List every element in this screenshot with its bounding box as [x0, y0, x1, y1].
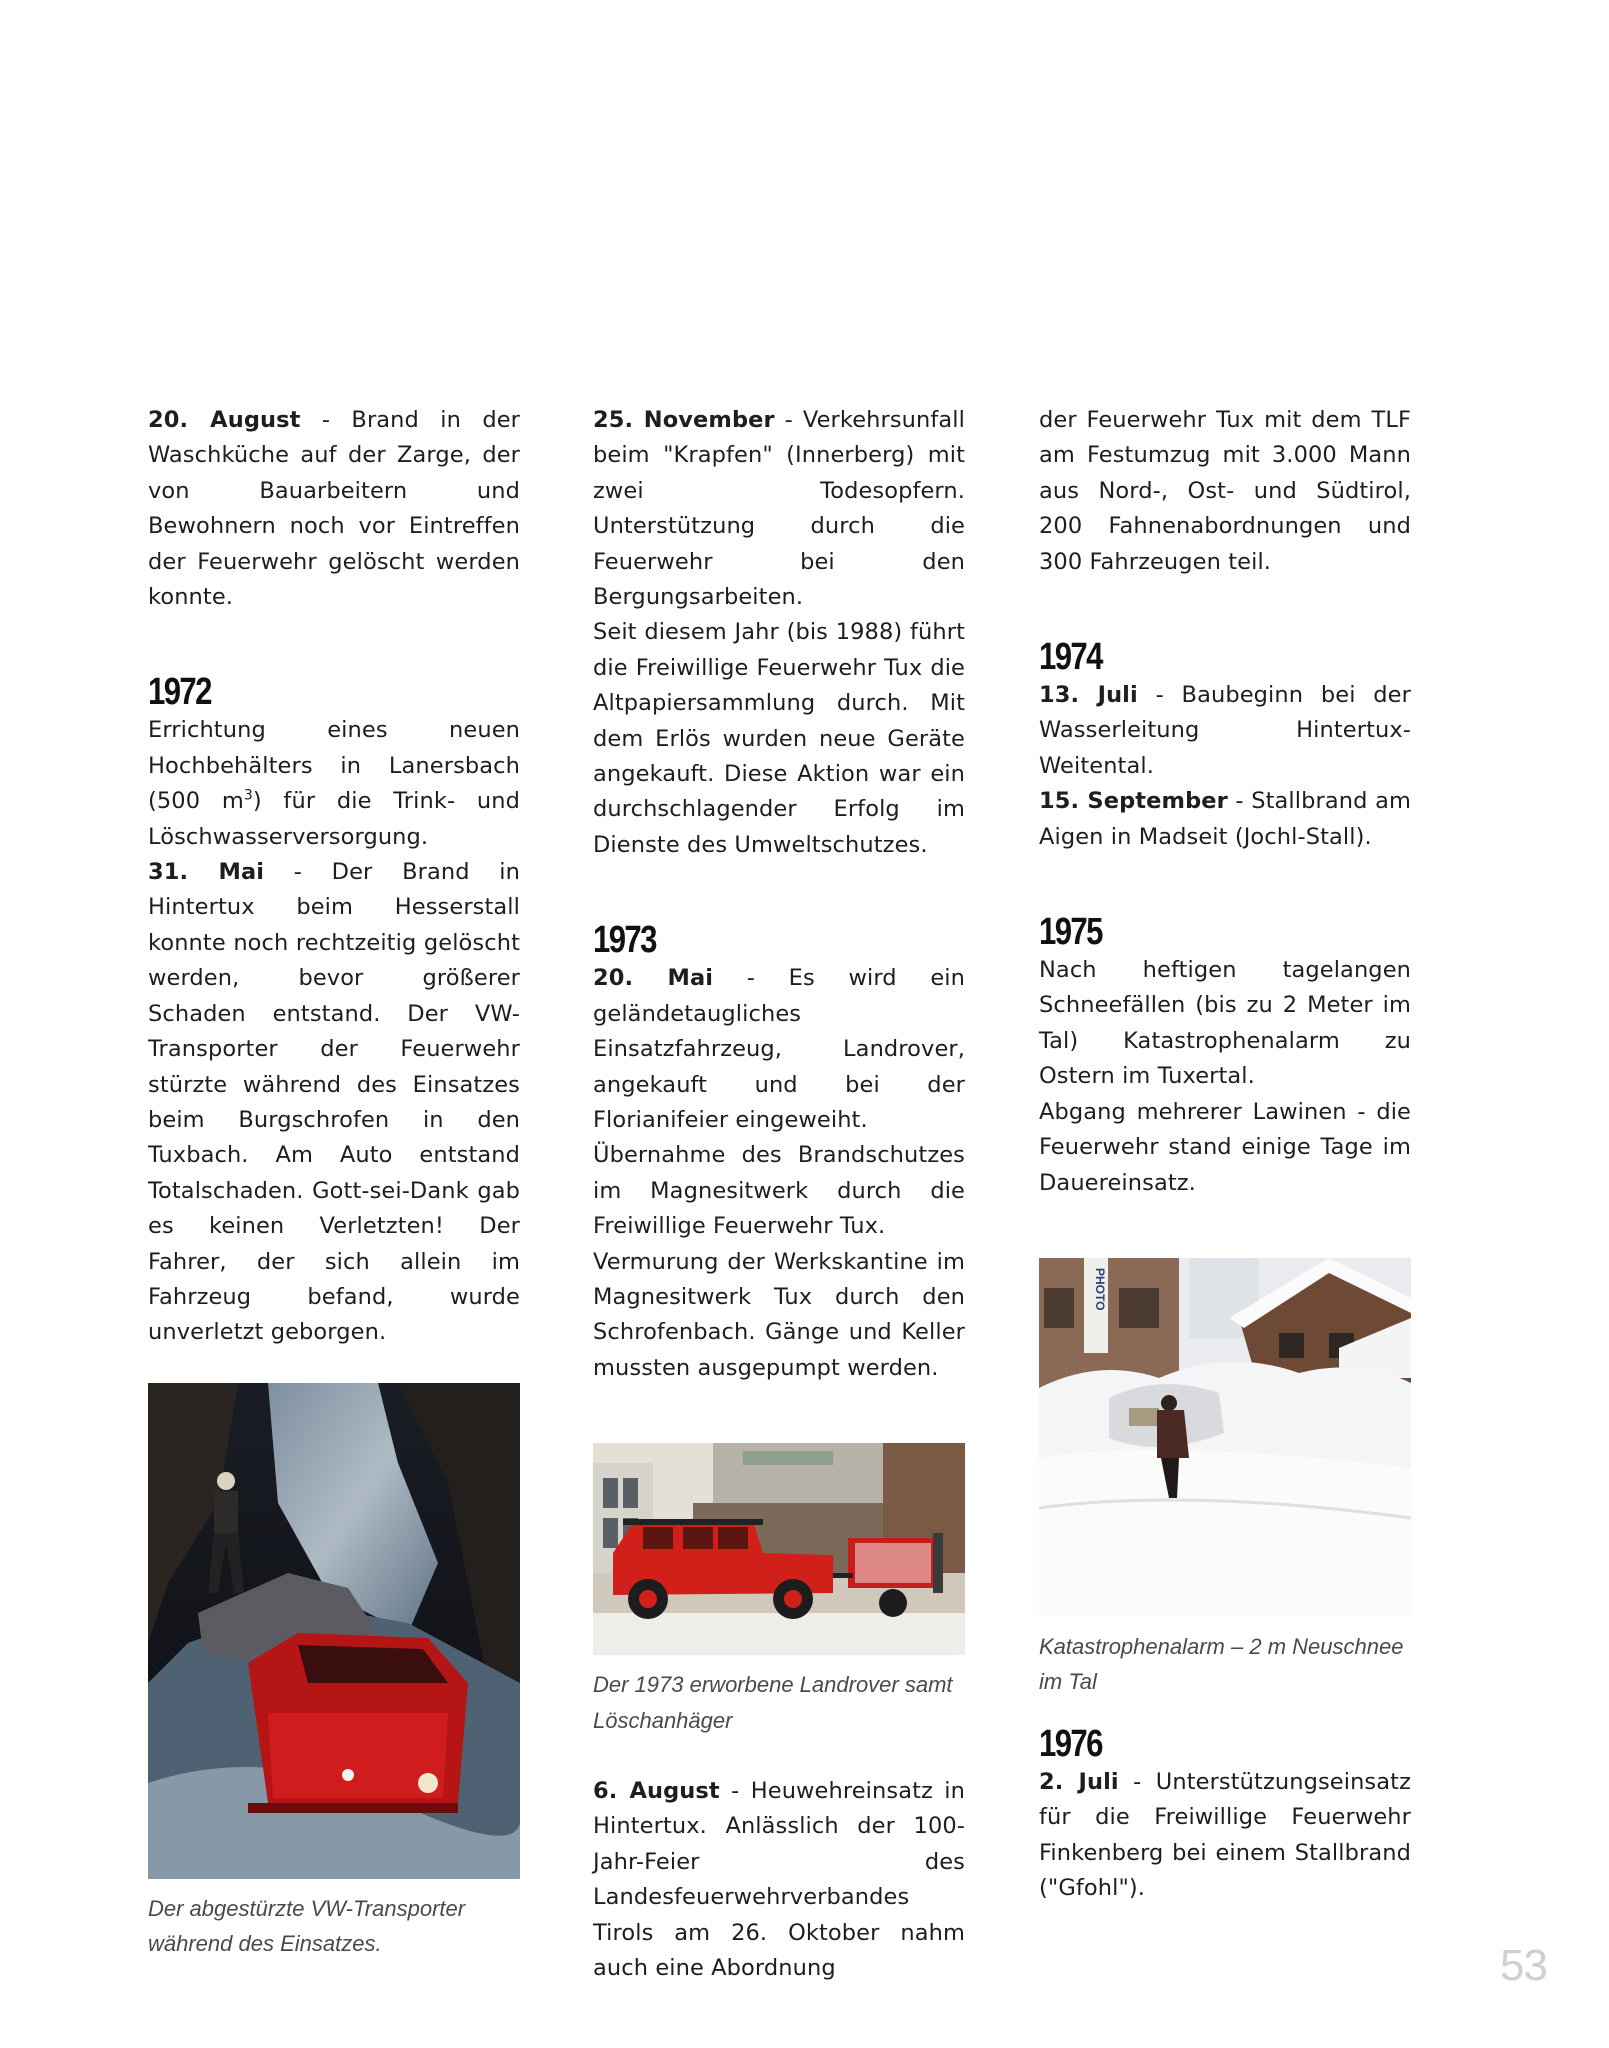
- entry-date: 25. November: [593, 407, 775, 433]
- year-heading-1972: 1972: [148, 671, 211, 714]
- entry-hochbehaelter: [148, 713, 520, 855]
- photo-vw-transporter: [148, 1383, 520, 1879]
- entry-vermurung: Vermurung der Werkskantine im Magnesitwerk Tux durch den Schrofenbach. Gänge und Keller mussten ausgepumpt werden.: [593, 1248, 965, 1381]
- entry-date: 15. September: [1039, 788, 1228, 815]
- vw-transporter-image: [148, 1383, 520, 1879]
- entry-text: - Verkehrsunfall beim "Krapfen" (Innerberg) mit zwei Todesopfern. Unterstützung durch die Feuerwehr bei den Bergungsarbeiten.: [593, 407, 966, 611]
- shop-sign-text: PHOTO: [1093, 1267, 1107, 1311]
- snow-image: [1039, 1258, 1411, 1617]
- entry-lawinen: Abgang mehrerer Lawinen - die Feuerwehr stand einige Tage im Dauereinsatz.: [1039, 1098, 1411, 1196]
- entry-text: - Heuwehreinsatz in Hintertux. Anlässlich der 100-Jahr-Feier des Landesfeuerwehrverbandes Tirols am 26. Oktober nahm auch eine Abordnung: [593, 1777, 965, 1981]
- entry-text: - Stallbrand am Aigen in Madseit (Jochl-Stall).: [1039, 788, 1411, 850]
- entry-text: - Unterstützungseinsatz für die Freiwillige Feuerwehr Finkenberg bei einem Stallbrand ("Gfohl").: [1039, 1768, 1411, 1901]
- entry-festumzug: der Feuerwehr Tux mit dem TLF am Festumzug mit 3.000 Mann aus Nord-, Ost- und Südtirol, 200 Fahnenabordnungen und 300 Fahrzeugen teil.: [1039, 407, 1411, 575]
- column-3: [1039, 403, 1411, 1906]
- entry-date: 31. Mai: [148, 859, 265, 886]
- entry-25-november: [593, 403, 965, 615]
- entry-schneefaelle: Nach heftigen tagelangen Schneefällen (bis zu 2 Meter im Tal) Katastrophenalarm zu Ostern im Tuxertal.: [1039, 957, 1411, 1090]
- caption-vw-transporter: Der abgestürzte VW-Transporter während des Einsatzes.: [148, 1895, 466, 1957]
- superscript: 3: [243, 787, 253, 804]
- entry-20-august: [148, 403, 520, 615]
- year-heading-1975: 1975: [1039, 911, 1102, 954]
- entry-15-september: [1039, 784, 1411, 855]
- photo-landrover: [593, 1443, 965, 1655]
- entry-date: 13. Juli: [1039, 682, 1138, 709]
- column-2: [593, 403, 965, 1986]
- entry-2-juli: [1039, 1765, 1411, 1907]
- column-1: [148, 403, 520, 1962]
- photo-katastrophenalarm: [1039, 1258, 1411, 1617]
- year-heading-1976: 1976: [1039, 1722, 1102, 1765]
- entry-31-mai: [148, 855, 520, 1351]
- page-number: 53: [1500, 1941, 1547, 1990]
- year-heading-1973: 1973: [593, 919, 656, 962]
- caption-landrover: Der 1973 erworbene Landrover samt Löschanhäger: [593, 1672, 953, 1733]
- year-heading-1974: 1974: [1039, 636, 1102, 679]
- entry-13-juli: [1039, 678, 1411, 784]
- entry-text: - Der Brand in Hintertux beim Hesserstall konnte noch rechtzeitig gelöscht werden, bevor größerer Schaden entstand. Der VW-Transporter der Feuerwehr stürzte während des Einsatzes beim Burgschrofen in den Tuxbach. Am Auto entstand Totalschaden. Gott-sei-Dank gab es keinen Verletzten! Der Fahrer, der sich allein im Fahrzeug befand, wurde unverletzt geborgen.: [148, 859, 520, 1346]
- entry-brandschutz: Übernahme des Brandschutzes im Magnesitwerk durch die Freiwillige Feuerwehr Tux.: [593, 1142, 965, 1240]
- entry-text: - Brand in der Waschküche auf der Zarge, der von Bauarbeitern und Bewohnern noch vor Eintreffen der Feuerwehr gelöscht werden konnte.: [148, 407, 520, 611]
- caption-katastrophenalarm: Katastrophenalarm – 2 m Neuschnee im Tal: [1039, 1633, 1404, 1695]
- landrover-image: [593, 1443, 965, 1655]
- entry-text: ) für die Trink- und Löschwasserversorgung.: [148, 788, 520, 850]
- entry-text: - Es wird ein geländetaugliches Einsatzfahrzeug, Landrover, angekauft und bei der Florianifeier eingeweiht.: [593, 965, 965, 1133]
- entry-altpapier: Seit diesem Jahr (bis 1988) führt die Freiwillige Feuerwehr Tux die Altpapiersammlung durch. Mit dem Erlös wurden neue Geräte angekauft. Diese Aktion war ein durchschlagender Erfolg im Dienste des Umweltschutzes.: [593, 619, 965, 858]
- entry-text: Errichtung eines neuen Hochbehälters in Lanersbach (500 m: [148, 717, 520, 815]
- entry-date: 20. Mai: [593, 965, 714, 992]
- entry-20-mai: [593, 961, 965, 1138]
- entry-date: 2. Juli: [1039, 1768, 1119, 1795]
- entry-text: - Baubeginn bei der Wasserleitung Hintertux-Weitental.: [1039, 682, 1411, 779]
- entry-6-august: [593, 1774, 965, 1986]
- entry-date: 20. August: [148, 407, 301, 433]
- entry-date: 6. August: [593, 1777, 720, 1804]
